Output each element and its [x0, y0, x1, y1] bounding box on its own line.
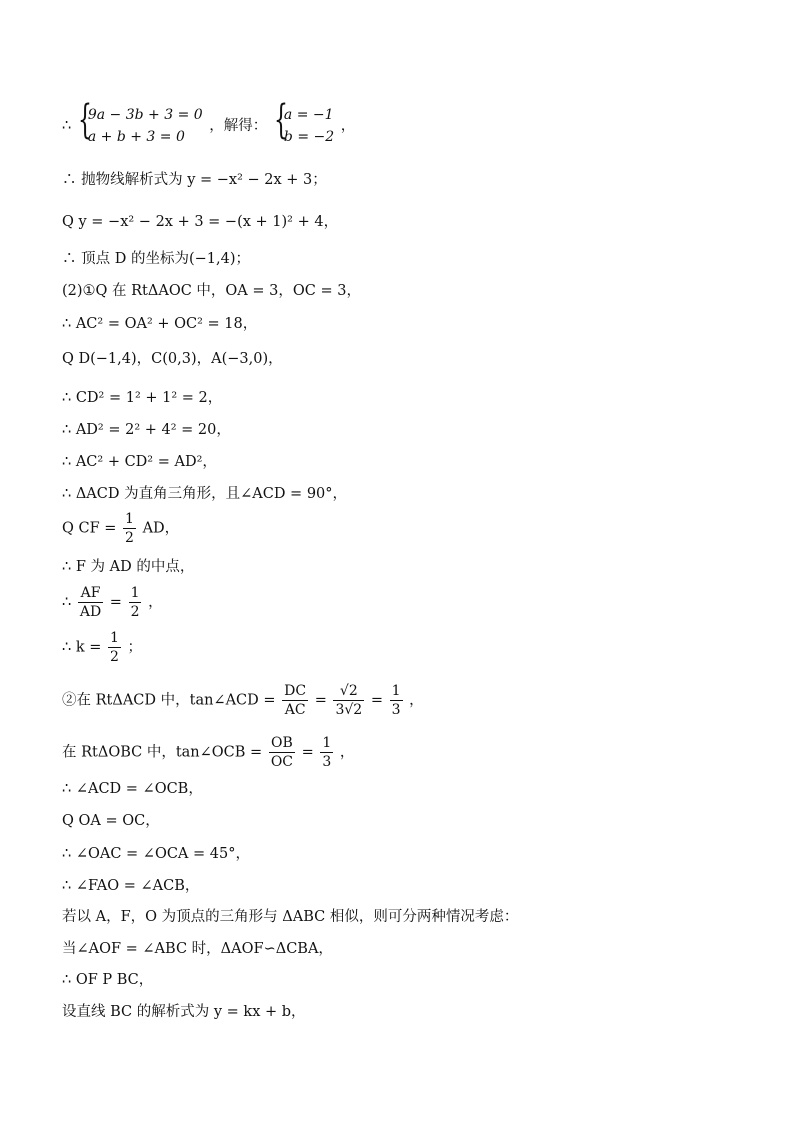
line-cd-squared: ∴ CD² = 1² + 1² = 2，	[62, 390, 223, 406]
fraction-numerator: DC	[284, 683, 307, 699]
line-cf	[62, 510, 179, 547]
line-midpoint: ∴ F 为 AD 的中点，	[62, 559, 195, 575]
line-suffix: ，	[148, 594, 163, 611]
fraction-denominator: 3	[391, 702, 401, 718]
line-parabola: ∴ 抛物线解析式为 y = −x² − 2x + 3；	[62, 172, 327, 188]
line-vertex-d: ∴ 顶点 D 的坐标为(−1,4)；	[62, 251, 250, 267]
fraction-ob-oc	[269, 734, 295, 771]
fraction-numerator: 1	[130, 585, 140, 601]
line-part2-1: (2)①Q 在 RtΔAOC 中，OA = 3，OC = 3，	[62, 283, 361, 299]
system2-row1: a = −1	[283, 107, 334, 123]
fraction-numerator: 1	[322, 735, 332, 751]
fraction-denominator: 2	[130, 604, 140, 620]
line-ad-squared: ∴ AD² = 2² + 4² = 20，	[62, 422, 231, 438]
equals-sign: =	[370, 692, 383, 709]
line-similar-cases: 若以 A，F，O 为顶点的三角形与 ΔABC 相似，则可分两种情况考虑：	[62, 909, 519, 925]
line-parallel: ∴ OF P BC，	[62, 972, 154, 988]
fraction-denominator: AD	[79, 604, 102, 620]
equals-sign: =	[109, 594, 122, 611]
tan-ocb-prefix: 在 RtΔOBC 中，tan∠OCB =	[62, 744, 263, 761]
line-suffix: ，	[409, 692, 424, 709]
equals-sign: =	[314, 692, 327, 709]
cf-suffix: AD，	[142, 520, 180, 537]
fraction-numerator: 1	[125, 511, 134, 527]
system1-row2: a + b + 3 = 0	[87, 129, 185, 145]
fraction-denominator: 3	[322, 754, 332, 770]
line-right-triangle: ∴ ΔACD 为直角三角形，且∠ACD = 90°，	[62, 486, 348, 502]
fraction-denominator: OC	[270, 754, 294, 770]
line-tan-ocb	[62, 734, 354, 771]
k-prefix: ∴ k =	[62, 639, 102, 656]
fraction-half	[108, 629, 121, 666]
fraction-half	[123, 510, 136, 547]
fraction-denominator: AC	[284, 702, 306, 718]
brace-icon: {	[77, 97, 92, 143]
line-suffix: ；	[127, 639, 143, 656]
fraction-numerator: 1	[110, 630, 119, 646]
line-tan-acd	[62, 682, 424, 719]
line-oa-oc: Q OA = OC，	[62, 813, 160, 829]
line-fao-acb: ∴ ∠FAO = ∠ACB，	[62, 878, 200, 894]
equation-system-1	[77, 97, 203, 148]
system1-row1: 9a − 3b + 3 = 0	[87, 107, 203, 123]
line-bc-equation: 设直线 BC 的解析式为 y = kx + b，	[62, 1004, 306, 1020]
cf-prefix: Q CF =	[62, 520, 117, 537]
solve-label: ，解得：	[209, 118, 268, 134]
line-vertex-form: Q y = −x² − 2x + 3 = −(x + 1)² + 4，	[62, 214, 339, 230]
equals-sign: =	[301, 744, 314, 761]
fraction-denominator: 2	[125, 530, 134, 546]
line-af-ad	[62, 584, 163, 621]
fraction-numerator: AF	[78, 584, 103, 603]
therefore-symbol: ∴	[62, 594, 72, 611]
tan-acd-prefix: ②在 RtΔACD 中，tan∠ACD =	[62, 692, 276, 709]
system2-row2: b = −2	[283, 129, 335, 145]
equation-system-2	[273, 97, 335, 148]
fraction-dc-ac	[282, 682, 308, 719]
line-k-value	[62, 629, 142, 666]
line-pythagoras: ∴ AC² + CD² = AD²，	[62, 454, 217, 470]
line1-suffix: ，	[340, 118, 356, 134]
line-45-degrees: ∴ ∠OAC = ∠OCA = 45°，	[62, 846, 250, 862]
fraction-denominator: 3√2	[335, 702, 363, 718]
fraction-root	[333, 682, 364, 719]
line-ac-squared: ∴ AC² = OA² + OC² = 18，	[62, 316, 258, 332]
fraction-numerator: 1	[391, 683, 401, 699]
line-points: Q D(−1,4)，C(0,3)，A(−3,0)，	[62, 351, 283, 367]
line-angle-equal: ∴ ∠ACD = ∠OCB，	[62, 781, 203, 797]
line-case-one: 当∠AOF = ∠ABC 时，ΔAOF∽ΔCBA，	[62, 941, 333, 957]
fraction-third	[320, 734, 333, 771]
fraction-af-ad	[78, 584, 103, 621]
fraction-denominator: 2	[110, 649, 119, 665]
fraction-third	[390, 682, 403, 719]
fraction-numerator: OB	[269, 734, 295, 753]
line-suffix: ，	[339, 744, 355, 761]
fraction-numerator: √2	[333, 682, 364, 701]
therefore-symbol: ∴	[62, 118, 72, 134]
line-system-equations	[62, 97, 356, 148]
brace-icon: {	[273, 97, 288, 143]
fraction-half	[129, 584, 142, 621]
